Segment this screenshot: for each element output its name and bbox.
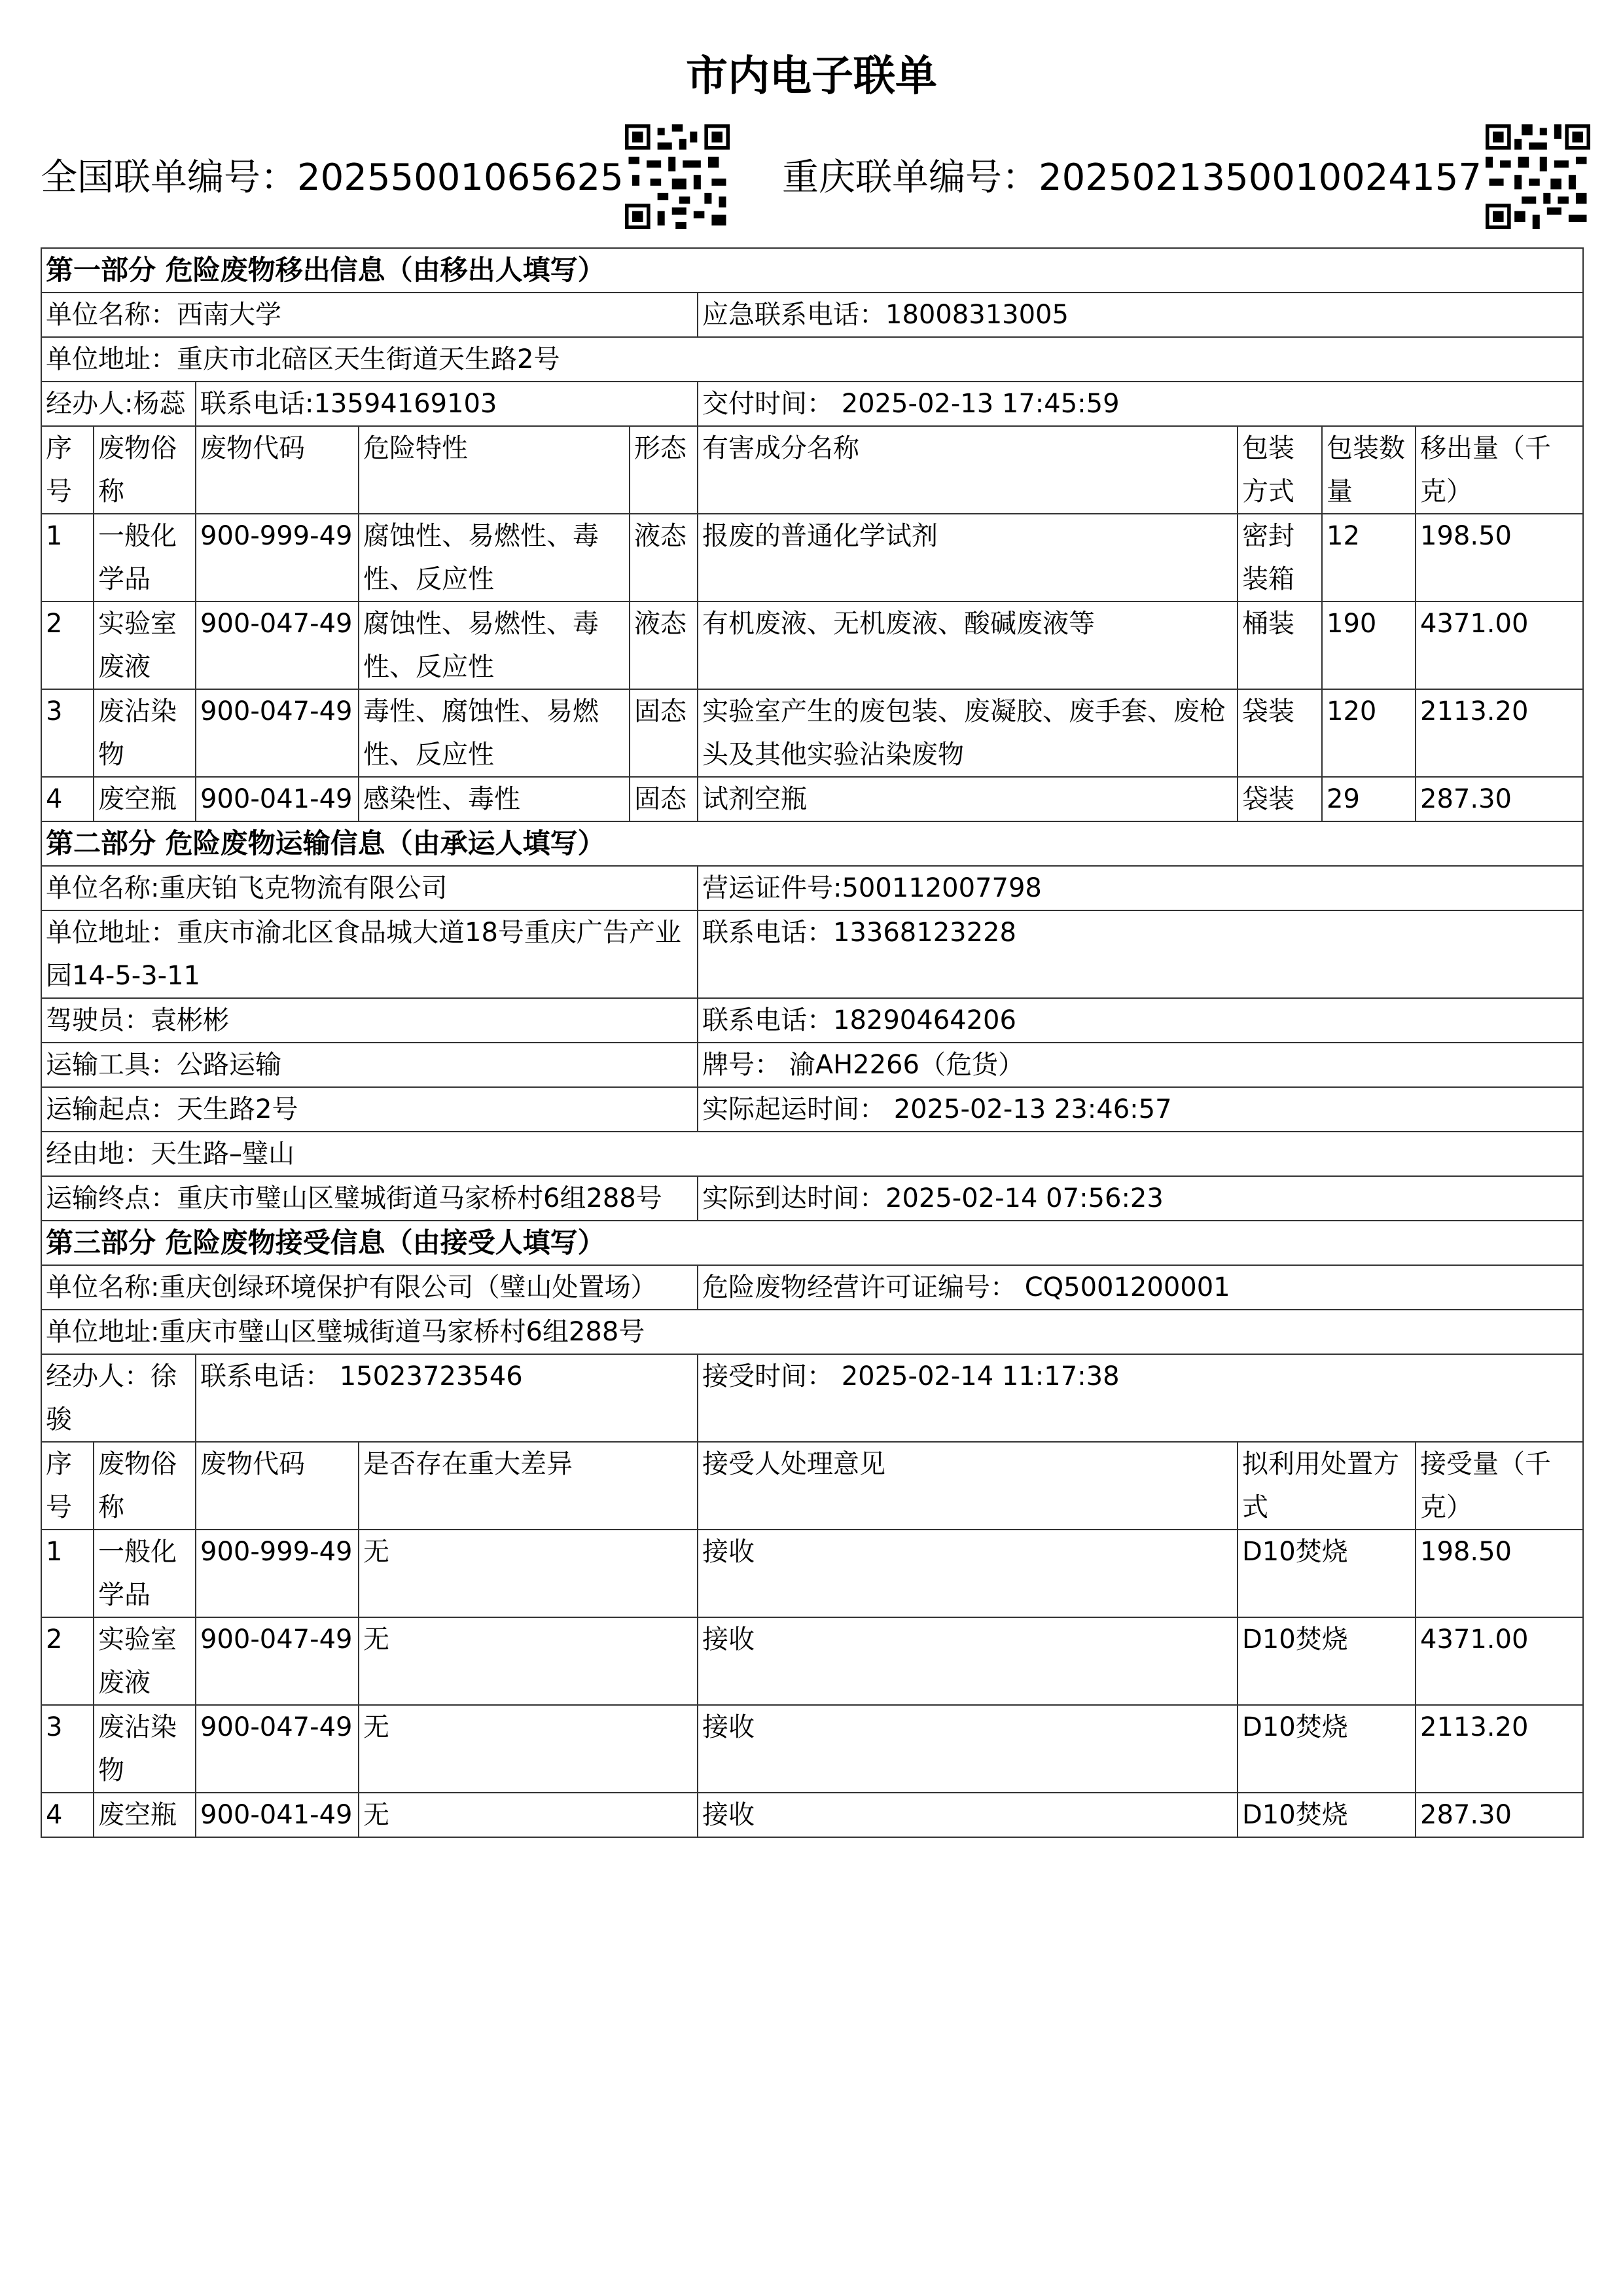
table-cell: 废沾染物 [94,689,196,777]
part2-vehicle: 运输工具：公路运输 [41,1043,698,1087]
table-cell: D10焚烧 [1238,1793,1416,1837]
table-cell: 袋装 [1238,689,1322,777]
table-cell: 毒性、腐蚀性、易燃性、反应性 [359,689,630,777]
part3-unit-name: 单位名称:重庆创绿环境保护有限公司（璧山处置场） [41,1265,698,1310]
table-cell: 感染性、毒性 [359,777,630,821]
table-cell: 无 [359,1617,698,1705]
table-cell: 实验室产生的废包装、废凝胶、废手套、废枪头及其他实验沾染废物 [698,689,1238,777]
column-header: 移出量（千克） [1416,426,1583,514]
part3-handler: 经办人：徐骏 [41,1354,196,1442]
column-header: 拟利用处置方式 [1238,1442,1416,1530]
table-row [41,514,1583,601]
table-cell: 198.50 [1416,514,1583,601]
table-cell: 接收 [698,1617,1238,1705]
table-cell: 一般化学品 [94,1530,196,1617]
part2-arrive-time: 实际到达时间：2025-02-14 07:56:23 [698,1176,1583,1221]
table-cell: 120 [1322,689,1416,777]
table-row [41,1617,1583,1705]
table-cell: 报废的普通化学试剂 [698,514,1238,601]
table-row [41,1705,1583,1793]
table-cell: 废沾染物 [94,1705,196,1793]
cq-no-value: 2025021350010024157 [1039,156,1482,199]
table-cell: D10焚烧 [1238,1617,1416,1705]
table-cell: 900-047-49 [196,601,359,689]
part1-phone: 联系电话:13594169103 [196,382,698,426]
table-cell: 1 [41,514,94,601]
qr-code-chongqing [1486,124,1590,229]
table-cell: 1 [41,1530,94,1617]
part2-driver: 驾驶员：袁彬彬 [41,998,698,1043]
part3-address: 单位地址:重庆市璧山区璧城街道马家桥村6组288号 [41,1310,1583,1354]
part3-receive-time: 接受时间： 2025-02-14 11:17:38 [698,1354,1583,1442]
table-cell: 2113.20 [1416,689,1583,777]
part2-end: 运输终点：重庆市璧山区璧城街道马家桥村6组288号 [41,1176,698,1221]
table-cell: 2 [41,601,94,689]
column-header: 是否存在重大差异 [359,1442,698,1530]
table-cell: 4 [41,777,94,821]
national-no-label: 全国联单编号： [41,156,297,199]
manifest-form [41,247,1584,1838]
table-cell: 900-999-49 [196,514,359,601]
table-cell: 接收 [698,1530,1238,1617]
table-cell: 900-047-49 [196,1617,359,1705]
table-cell: 一般化学品 [94,514,196,601]
table-cell: 287.30 [1416,1793,1583,1837]
table-cell: 有机废液、无机废液、酸碱废液等 [698,601,1238,689]
part2-phone: 联系电话：13368123228 [698,910,1583,998]
table-cell: 4371.00 [1416,601,1583,689]
part2-plate: 牌号： 渝AH2266（危货） [698,1043,1583,1087]
table-cell: 固态 [630,689,698,777]
part2-start-time: 实际起运时间： 2025-02-13 23:46:57 [698,1087,1583,1132]
table-cell: 198.50 [1416,1530,1583,1617]
column-header: 废物代码 [196,1442,359,1530]
national-manifest-number [41,152,624,204]
table-cell: 废空瓶 [94,777,196,821]
column-header: 接受人处理意见 [698,1442,1238,1530]
table-cell: 900-041-49 [196,1793,359,1837]
table-cell: 2 [41,1617,94,1705]
part2-driver-phone: 联系电话：18290464206 [698,998,1583,1043]
table-cell: 试剂空瓶 [698,777,1238,821]
table-cell: 900-047-49 [196,1705,359,1793]
table-cell: 900-999-49 [196,1530,359,1617]
table-cell: 液态 [630,601,698,689]
column-header: 危险特性 [359,426,630,514]
part3-phone: 联系电话： 15023723546 [196,1354,698,1442]
column-header: 废物俗称 [94,426,196,514]
table-cell: 12 [1322,514,1416,601]
table-cell: 3 [41,1705,94,1793]
part2-address: 单位地址：重庆市渝北区食品城大道18号重庆广告产业园14-5-3-11 [41,910,698,998]
table-cell: 无 [359,1793,698,1837]
table-row [41,1793,1583,1837]
table-cell: 废空瓶 [94,1793,196,1837]
table-cell: 4 [41,1793,94,1837]
part2-route: 经由地：天生路–璧山 [41,1132,1583,1176]
table-cell: 液态 [630,514,698,601]
table-row [41,601,1583,689]
column-header: 序号 [41,426,94,514]
table-cell: 袋装 [1238,777,1322,821]
part2-title: 第二部分 危险废物运输信息（由承运人填写） [41,821,1583,866]
part1-handler: 经办人:杨蕊 [41,382,196,426]
table-cell: 3 [41,689,94,777]
chongqing-manifest-number [782,152,1482,204]
part1-emergency-phone: 应急联系电话：18008313005 [698,293,1583,337]
part3-permit: 危险废物经营许可证编号： CQ5001200001 [698,1265,1583,1310]
part2-license: 营运证件号:500112007798 [698,866,1583,910]
part2-unit-name: 单位名称:重庆铂飞克物流有限公司 [41,866,698,910]
table-row [41,1530,1583,1617]
part1-unit-name: 单位名称：西南大学 [41,293,698,337]
table-cell: 900-047-49 [196,689,359,777]
table-row [41,777,1583,821]
column-header: 接受量（千克） [1416,1442,1583,1530]
part2-start: 运输起点：天生路2号 [41,1087,698,1132]
column-header: 废物代码 [196,426,359,514]
qr-code-national [625,124,730,229]
table-cell: 腐蚀性、易燃性、毒性、反应性 [359,514,630,601]
column-header: 形态 [630,426,698,514]
table-cell: 实验室废液 [94,601,196,689]
part1-table-header [41,426,1583,514]
page-title: 市内电子联单 [686,52,937,101]
table-cell: 接收 [698,1793,1238,1837]
table-cell: 腐蚀性、易燃性、毒性、反应性 [359,601,630,689]
column-header: 包装方式 [1238,426,1322,514]
column-header: 包装数量 [1322,426,1416,514]
part3-title: 第三部分 危险废物接受信息（由接受人填写） [41,1221,1583,1265]
table-cell: 900-041-49 [196,777,359,821]
table-cell: 287.30 [1416,777,1583,821]
table-cell: 4371.00 [1416,1617,1583,1705]
table-cell: 无 [359,1705,698,1793]
table-cell: 29 [1322,777,1416,821]
table-cell: 固态 [630,777,698,821]
part3-table-header [41,1442,1583,1530]
table-cell: 190 [1322,601,1416,689]
table-cell: 2113.20 [1416,1705,1583,1793]
table-cell: 实验室废液 [94,1617,196,1705]
part1-title: 第一部分 危险废物移出信息（由移出人填写） [41,248,1583,293]
part1-delivery-time: 交付时间： 2025-02-13 17:45:59 [698,382,1583,426]
column-header: 废物俗称 [94,1442,196,1530]
national-no-value: 20255001065625 [297,156,624,199]
cq-no-label: 重庆联单编号： [782,156,1039,199]
table-cell: D10焚烧 [1238,1705,1416,1793]
column-header: 序号 [41,1442,94,1530]
table-cell: 无 [359,1530,698,1617]
table-cell: D10焚烧 [1238,1530,1416,1617]
table-cell: 桶装 [1238,601,1322,689]
table-cell: 密封装箱 [1238,514,1322,601]
part1-address: 单位地址：重庆市北碚区天生街道天生路2号 [41,337,1583,382]
table-cell: 接收 [698,1705,1238,1793]
table-row [41,689,1583,777]
column-header: 有害成分名称 [698,426,1238,514]
